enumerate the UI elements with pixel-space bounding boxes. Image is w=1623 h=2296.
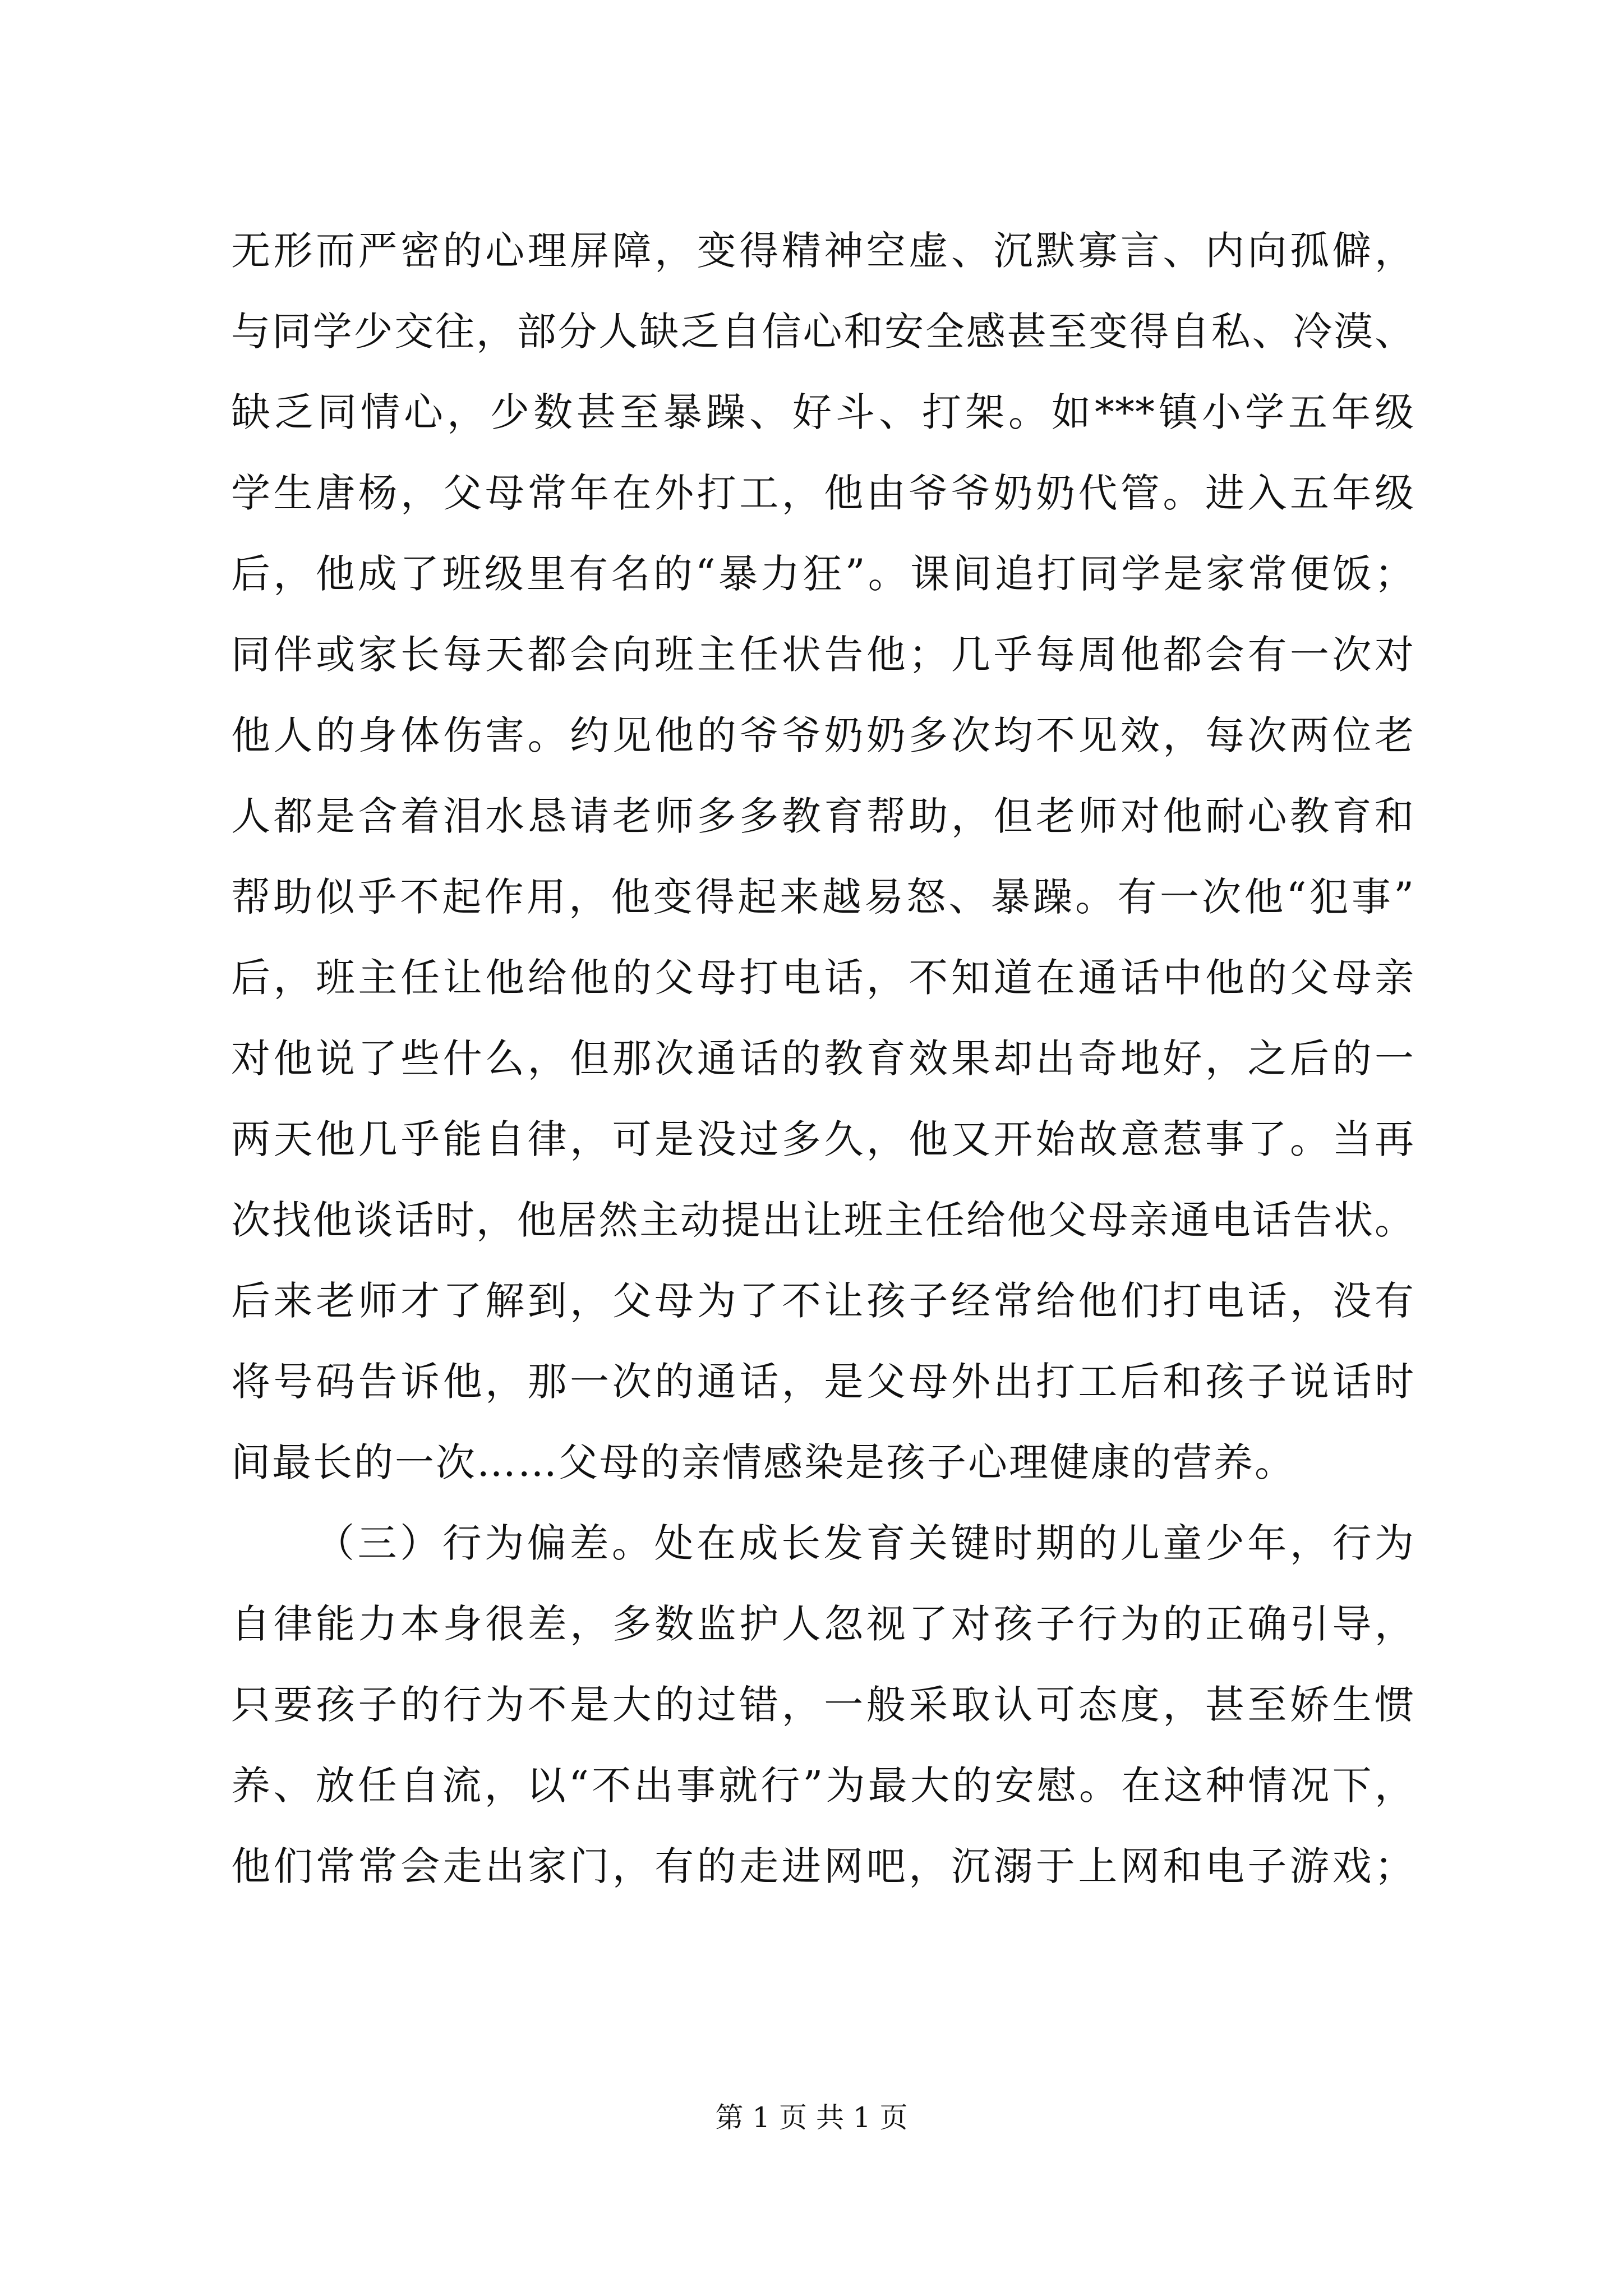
text-line: 两天他几乎能自律，可是没过多久，他又开始故意惹事了。当再 xyxy=(231,1116,1414,1162)
text-line: 只要孩子的行为不是大的过错，一般采取认可态度，甚至娇生惯 xyxy=(231,1682,1414,1728)
text-line: 对他说了些什么，但那次通话的教育效果却出奇地好，之后的一 xyxy=(231,1036,1414,1082)
text-line: 养、放任自流，以“不出事就行”为最大的安慰。在这种情况下， xyxy=(231,1763,1414,1809)
text-line: 他人的身体伤害。约见他的爷爷奶奶多次均不见效，每次两位老 xyxy=(231,712,1414,758)
text-line: 帮助似乎不起作用，他变得起来越易怒、暴躁。有一次他“犯事” xyxy=(231,874,1414,920)
text-line: 次找他谈话时，他居然主动提出让班主任给他父母亲通电话告状。 xyxy=(231,1197,1414,1243)
text-line: 人都是含着泪水恳请老师多多教育帮助，但老师对他耐心教育和 xyxy=(231,793,1414,839)
text-line: 学生唐杨，父母常年在外打工，他由爷爷奶奶代管。进入五年级 xyxy=(231,470,1414,516)
page-number-footer: 第 1 页 共 1 页 xyxy=(715,2101,908,2134)
text-line: 无形而严密的心理屏障，变得精神空虚、沉默寡言、内向孤僻， xyxy=(231,228,1414,274)
text-line: 后来老师才了解到，父母为了不让孩子经常给他们打电话，没有 xyxy=(231,1278,1414,1324)
paragraph-2 xyxy=(231,1503,1414,1907)
body-text xyxy=(231,210,1414,1907)
text-line: 缺乏同情心，少数甚至暴躁、好斗、打架。如***镇小学五年级 xyxy=(231,389,1414,435)
paragraph-1 xyxy=(231,210,1414,1503)
text-line: 后，班主任让他给他的父母打电话，不知道在通话中他的父母亲 xyxy=(231,955,1414,1001)
text-line: 他们常常会走出家门，有的走进网吧，沉溺于上网和电子游戏； xyxy=(231,1843,1414,1889)
text-line: 自律能力本身很差，多数监护人忽视了对孩子行为的正确引导， xyxy=(231,1601,1414,1647)
text-line: 与同学少交往，部分人缺乏自信心和安全感甚至变得自私、冷漠、 xyxy=(231,309,1414,355)
text-line: 间最长的一次……父母的亲情感染是孩子心理健康的营养。 xyxy=(231,1439,1295,1485)
text-line: 同伴或家长每天都会向班主任状告他；几乎每周他都会有一次对 xyxy=(231,632,1414,678)
text-line: 后，他成了班级里有名的“暴力狂”。课间追打同学是家常便饭； xyxy=(231,551,1414,597)
text-line: （三）行为偏差。处在成长发育关键时期的儿童少年，行为 xyxy=(315,1520,1414,1566)
text-line: 将号码告诉他，那一次的通话，是父母外出打工后和孩子说话时 xyxy=(231,1359,1414,1405)
